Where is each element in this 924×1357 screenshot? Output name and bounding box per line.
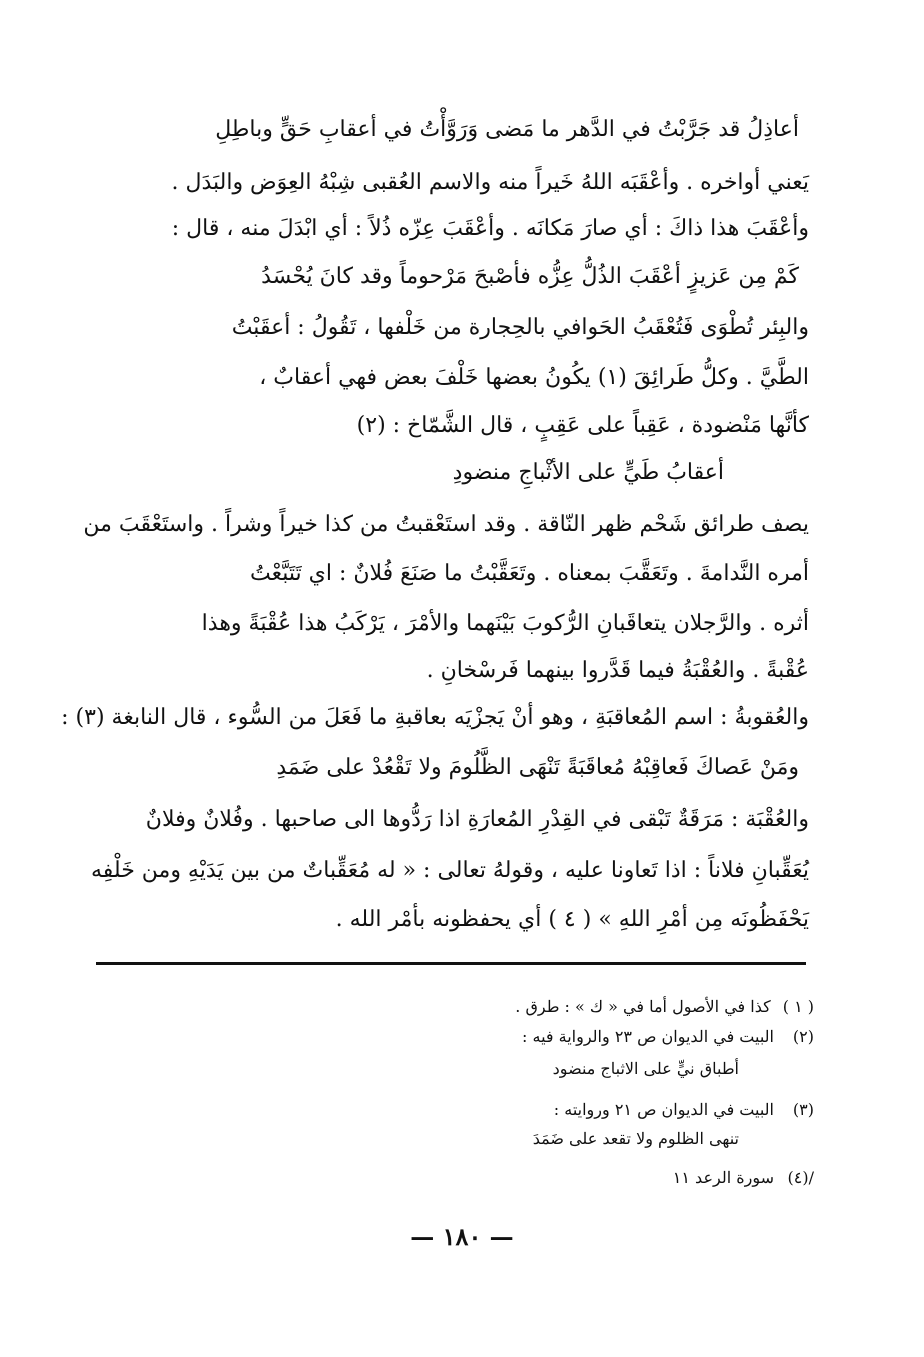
body-line: أمره النَّدامةَ . وتَعَقَّبَ بمعناه . وتَعَقَّبْتُ ما صَنَعَ فُلانٌ : اي تَتَبَّعْتُ — [250, 561, 809, 586]
body-line: والعُقْبَة : مَرَقَةٌ تَبْقى في القِدْرِ المُعارَةِ اذا رَدُّوها الى صاحبها . وفُلانٌ وفلانٌ — [145, 807, 809, 832]
body-line: والبِئر تُطْوَى فَتُعْقَبُ الحَوافي بالحِجارة من خَلْفها ، تَقُولُ : أعقَبْتُ — [231, 315, 809, 340]
footnote-3 — [194, 1098, 814, 1122]
body-line: يُعَقِّبانِ فلاناً : اذا تَعاونا عليه ، وقولهُ تعالى : « له مُعَقِّباتٌ من بين يَدَيْهِ ومن خَلْفِه — [90, 858, 809, 883]
footnote-2-verse: أطباق نيٍّ على الاثباج منضود — [552, 1059, 739, 1078]
footnote-3-verse: تنهى الظلوم ولا تقعد على ضَمَدَ — [532, 1129, 739, 1148]
footnote-mark: /(٤) — [787, 1168, 814, 1187]
body-line: كأنَّها مَنْضودة ، عَقِباً على عَقِبٍ ، قال الشَّمّاخ : (٢) — [356, 413, 809, 438]
footnote-2 — [194, 1025, 814, 1049]
body-line: الطَّيَّ . وكلُّ طَرائِقَ (١) يكُونُ بعضها خَلْفَ بعض فهي أعقابٌ ، — [259, 365, 809, 390]
verse-line: ومَنْ عَصاكَ فَعاقِبْهُ مُعاقَبَةً تَنْهَى الظَّلُومَ ولا تَقْعُدْ على ضَمَدِ — [276, 755, 799, 780]
verse-line: كَمْ مِن عَزيزٍ أعْقَبَ الذُلُّ عِزُّه فأصْبحَ مَرْحوماً وقد كانَ يُحْسَدُ — [261, 264, 799, 289]
body-line: والعُقوبةُ : اسم المُعاقبَةِ ، وهو أنْ يَجزْيَه بعاقبةِ ما فَعَلَ من السُّوء ، قال النابغة (٣) : — [61, 705, 809, 730]
body-line: وأعْقَبَ هذا ذاكَ : أي صارَ مَكانَه . وأعْقَبَ عِزّه ذُلاً : أي ابْدَلَ منه ، قال : — [171, 216, 809, 241]
footnote-text: البيت في الديوان ص ٢٣ والرواية فيه : — [522, 1027, 774, 1046]
verse-line: أعقابُ طَيٍّ على الأثْباجِ منضودِ — [452, 460, 724, 485]
footnote-text: كذا في الأصول أما في « ك » : طرق . — [515, 997, 771, 1016]
verse-line: أعاذِلُ قد جَرَّبْتُ في الدَّهر ما مَضى وَرَوَّأْتُ في أعقابِ حَقٍّ وباطِلِ — [215, 117, 799, 142]
footnote-4 — [194, 1166, 814, 1190]
footnote-1 — [194, 995, 814, 1019]
footnote-text: البيت في الديوان ص ٢١ وروايته : — [553, 1100, 774, 1119]
body-line: يصف طرائق شَحْم ظهر النّاقة . وقد استَعْقبتُ من كذا خيراً وشراً . واستَعْقَبَ من — [83, 512, 809, 537]
body-line: أثره . والرَّجلان يتعاقَبانِ الرُّكوبَ بَيْنَهما والأمْرَ ، يَرْكَبُ هذا عُقْبَةً وهذا — [201, 611, 809, 636]
page-number: — ١٨٠ — — [410, 1222, 514, 1251]
body-line: يَعني أواخره . وأعْقَبَه اللهُ خَيراً منه والاسم العُقبى شِبْهُ العِوَض والبَدَل . — [171, 170, 809, 195]
body-line: عُقْبةً . والعُقْبَةُ فيما قَدَّروا بينهما فَرسْخانِ . — [426, 658, 809, 683]
footnote-text: سورة الرعد ١١ — [672, 1168, 774, 1187]
footnote-divider — [96, 962, 806, 965]
body-line: يَحْفَظُونَه مِن أمْرِ اللهِ » ( ٤ ) أي يحفظونه بأمْر الله . — [335, 907, 809, 932]
footnote-mark: ( ١ ) — [782, 997, 814, 1016]
footnote-mark: (٢) — [792, 1027, 814, 1046]
footnote-mark: (٣) — [792, 1100, 814, 1119]
